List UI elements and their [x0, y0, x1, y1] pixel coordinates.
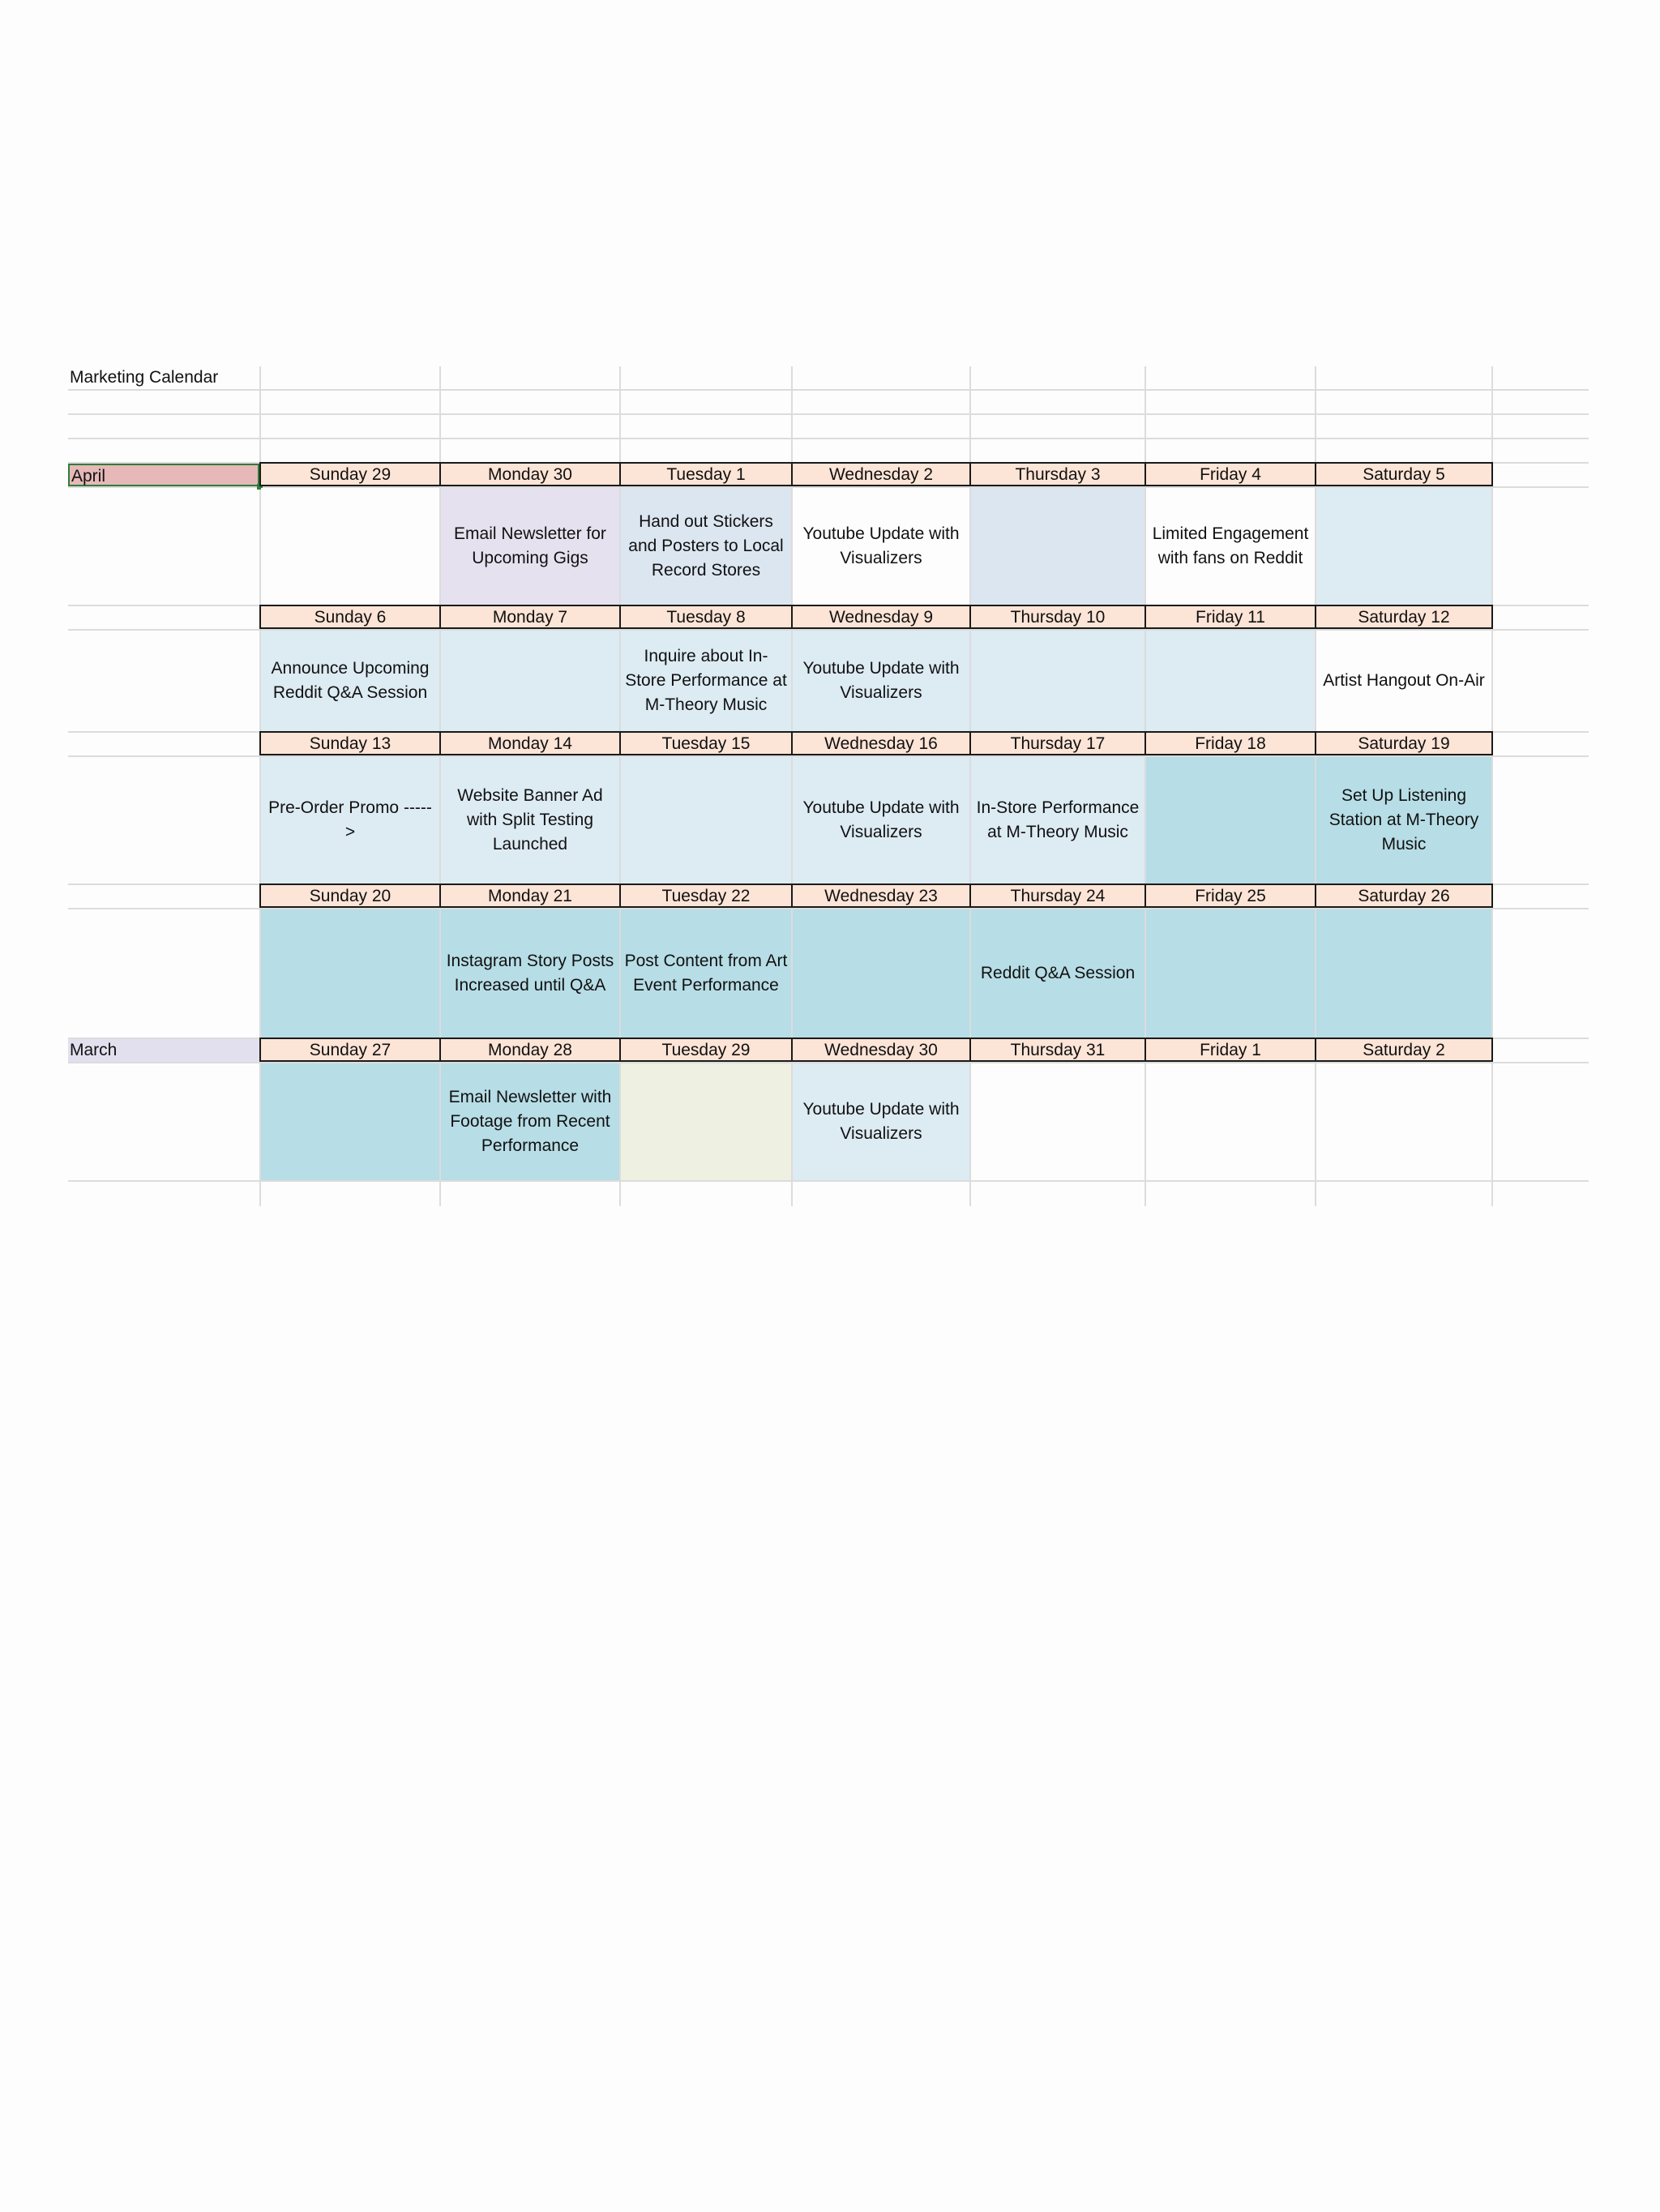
- day-header[interactable]: Thursday 3: [969, 462, 1146, 486]
- event-cell[interactable]: [1146, 1063, 1315, 1180]
- gridline: [68, 389, 1589, 391]
- event-cell[interactable]: [971, 488, 1144, 605]
- event-text: Artist Hangout On-Air: [1323, 671, 1485, 690]
- event-cell[interactable]: [1146, 757, 1315, 884]
- event-text: Hand out Stickers and Posters to Local Record Stores: [628, 512, 784, 580]
- event-cell[interactable]: [441, 488, 619, 605]
- day-header[interactable]: Monday 21: [439, 884, 621, 908]
- event-cell[interactable]: [441, 631, 619, 731]
- day-header[interactable]: Sunday 6: [259, 605, 441, 629]
- event-text: Email Newsletter with Footage from Recent Performance: [448, 1088, 612, 1155]
- event-cell[interactable]: [793, 631, 969, 731]
- day-header[interactable]: Friday 1: [1144, 1038, 1316, 1062]
- day-header[interactable]: Tuesday 29: [619, 1038, 793, 1062]
- day-header[interactable]: Tuesday 1: [619, 462, 793, 486]
- event-cell[interactable]: [441, 909, 619, 1038]
- event-cell[interactable]: [1316, 909, 1491, 1038]
- event-cell[interactable]: [1316, 757, 1491, 884]
- event-cell[interactable]: [621, 488, 791, 605]
- day-header[interactable]: Wednesday 16: [791, 731, 971, 755]
- day-header[interactable]: Saturday 12: [1315, 605, 1493, 629]
- event-cell[interactable]: [621, 631, 791, 731]
- day-header[interactable]: Friday 25: [1144, 884, 1316, 908]
- month-label-april[interactable]: April: [68, 464, 259, 486]
- day-header[interactable]: Monday 7: [439, 605, 621, 629]
- event-cell[interactable]: [621, 757, 791, 884]
- event-text: Youtube Update with Visualizers: [802, 524, 960, 567]
- event-cell[interactable]: [261, 909, 439, 1038]
- day-header[interactable]: Thursday 17: [969, 731, 1146, 755]
- event-text: Youtube Update with Visualizers: [802, 798, 960, 841]
- event-cell[interactable]: [1146, 909, 1315, 1038]
- day-header[interactable]: Monday 28: [439, 1038, 621, 1062]
- month-label-march[interactable]: March: [68, 1039, 259, 1062]
- event-cell[interactable]: [793, 488, 969, 605]
- day-header[interactable]: Wednesday 30: [791, 1038, 971, 1062]
- event-text: Set Up Listening Station at M-Theory Music: [1328, 786, 1479, 854]
- day-header[interactable]: Saturday 19: [1315, 731, 1493, 755]
- gridline: [68, 1180, 1589, 1182]
- event-cell[interactable]: [1316, 1063, 1491, 1180]
- event-cell[interactable]: [621, 909, 791, 1038]
- day-header[interactable]: Friday 18: [1144, 731, 1316, 755]
- day-header[interactable]: Thursday 24: [969, 884, 1146, 908]
- event-cell[interactable]: [621, 1063, 791, 1180]
- day-header[interactable]: Tuesday 22: [619, 884, 793, 908]
- gridline: [1491, 366, 1493, 1206]
- gridline: [68, 438, 1589, 439]
- event-cell[interactable]: [441, 1063, 619, 1180]
- day-header[interactable]: Friday 4: [1144, 462, 1316, 486]
- day-header[interactable]: Wednesday 23: [791, 884, 971, 908]
- event-text: Website Banner Ad with Split Testing Launched: [457, 786, 603, 854]
- event-text: Post Content from Art Event Performance: [624, 952, 788, 995]
- day-header[interactable]: Monday 14: [439, 731, 621, 755]
- day-header[interactable]: Sunday 27: [259, 1038, 441, 1062]
- event-cell[interactable]: [1316, 488, 1491, 605]
- event-text: Youtube Update with Visualizers: [802, 659, 960, 702]
- day-header[interactable]: Sunday 29: [259, 462, 441, 486]
- day-header[interactable]: Monday 30: [439, 462, 621, 486]
- event-cell[interactable]: [261, 631, 439, 731]
- page-title: Marketing Calendar: [70, 368, 219, 387]
- event-cell[interactable]: [971, 1063, 1144, 1180]
- day-header[interactable]: Thursday 10: [969, 605, 1146, 629]
- day-header[interactable]: Saturday 2: [1315, 1038, 1493, 1062]
- event-cell[interactable]: [793, 909, 969, 1038]
- event-text: Limited Engagement with fans on Reddit: [1152, 524, 1309, 567]
- event-cell[interactable]: [793, 757, 969, 884]
- event-text: Pre-Order Promo ----->: [268, 798, 432, 841]
- day-header[interactable]: Tuesday 15: [619, 731, 793, 755]
- day-header[interactable]: Sunday 20: [259, 884, 441, 908]
- event-cell[interactable]: [971, 909, 1144, 1038]
- event-text: Email Newsletter for Upcoming Gigs: [454, 524, 606, 567]
- day-header[interactable]: Saturday 26: [1315, 884, 1493, 908]
- event-text: Reddit Q&A Session: [980, 964, 1136, 982]
- event-cell[interactable]: [971, 757, 1144, 884]
- event-cell[interactable]: [261, 757, 439, 884]
- event-cell[interactable]: [793, 1063, 969, 1180]
- event-cell[interactable]: [1146, 631, 1315, 731]
- event-text: Inquire about In-Store Performance at M-Theory Music: [625, 647, 787, 714]
- day-header[interactable]: Wednesday 9: [791, 605, 971, 629]
- event-cell[interactable]: [261, 1063, 439, 1180]
- gridline: [68, 413, 1589, 415]
- event-text: Announce Upcoming Reddit Q&A Session: [271, 659, 430, 702]
- event-cell[interactable]: [1316, 631, 1491, 731]
- event-cell[interactable]: [1146, 488, 1315, 605]
- day-header[interactable]: Friday 11: [1144, 605, 1316, 629]
- day-header[interactable]: Tuesday 8: [619, 605, 793, 629]
- day-header[interactable]: Thursday 31: [969, 1038, 1146, 1062]
- day-header[interactable]: Wednesday 2: [791, 462, 971, 486]
- event-cell[interactable]: [971, 631, 1144, 731]
- event-text: Instagram Story Posts Increased until Q&A: [446, 952, 614, 995]
- day-header[interactable]: Sunday 13: [259, 731, 441, 755]
- event-text: Youtube Update with Visualizers: [802, 1100, 960, 1143]
- event-cell[interactable]: [441, 757, 619, 884]
- event-text: In-Store Performance at M-Theory Music: [976, 798, 1140, 841]
- day-header[interactable]: Saturday 5: [1315, 462, 1493, 486]
- event-cell[interactable]: [261, 488, 439, 605]
